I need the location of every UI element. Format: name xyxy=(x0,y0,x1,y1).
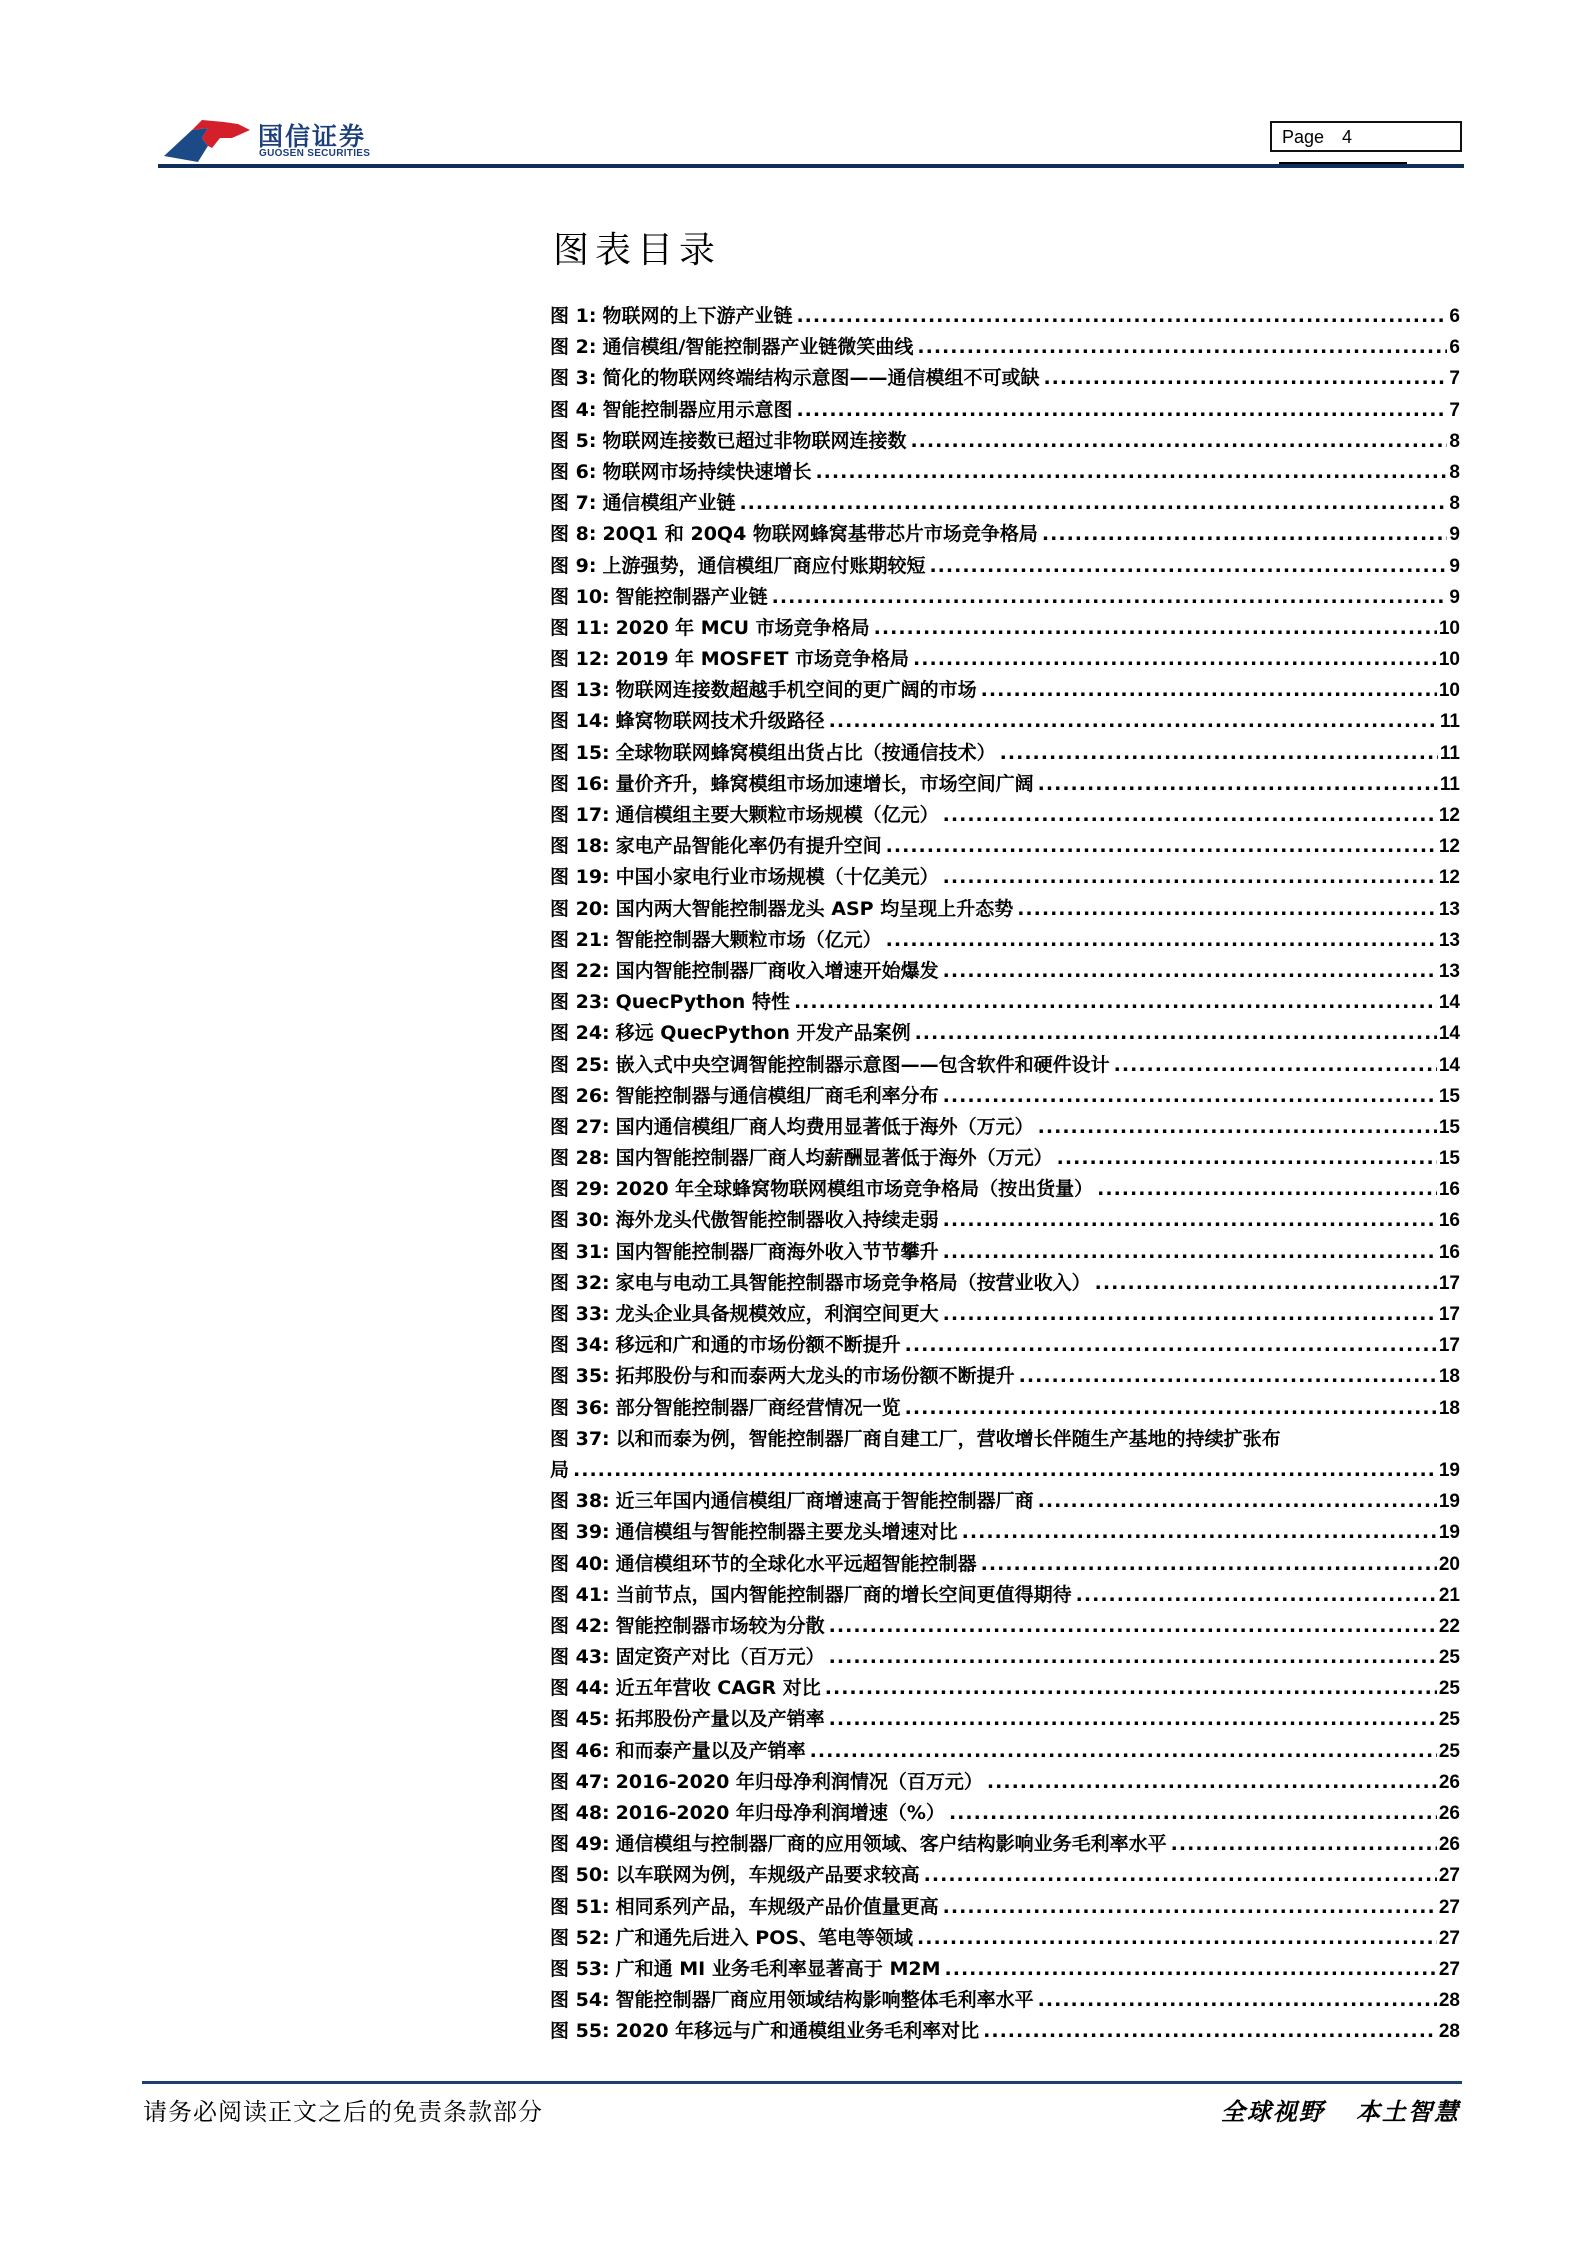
toc-entry-label: 图 27: xyxy=(550,1115,610,1138)
toc-entry[interactable] xyxy=(550,1486,1460,1517)
toc-dot-leader xyxy=(981,675,1437,706)
toc-entry-page: 27 xyxy=(1438,1896,1460,1918)
toc-entry-title: 国内智能控制器厂商人均薪酬显著低于海外（万元） xyxy=(615,1147,1053,1170)
toc-entry-title: 物联网连接数超越手机空间的更广阔的市场 xyxy=(615,679,977,702)
toc-entry[interactable] xyxy=(550,1424,1460,1486)
toc-entry-page: 18 xyxy=(1438,1366,1460,1388)
toc-entry-title: 2020 年移远与广和通模组业务毛利率对比 xyxy=(615,2020,980,2043)
toc-entry[interactable] xyxy=(550,987,1460,1018)
toc-entry-page: 21 xyxy=(1438,1584,1460,1606)
toc-entry-title: 通信模组与智能控制器主要龙头增速对比 xyxy=(615,1521,958,1544)
toc-entry[interactable] xyxy=(550,457,1460,488)
toc-entry-page: 25 xyxy=(1438,1740,1460,1762)
toc-entry-page: 8 xyxy=(1449,430,1460,452)
toc-entry-title: 量价齐升，蜂窝模组市场加速增长，市场空间广阔 xyxy=(615,772,1034,795)
toc-dot-leader xyxy=(739,488,1447,519)
toc-entry-label: 图 18: xyxy=(550,835,610,858)
toc-entry-title: 智能控制器市场较为分散 xyxy=(615,1614,825,1637)
toc-dot-leader xyxy=(886,925,1437,956)
toc-entry-title: 国内通信模组厂商人均费用显著低于海外（万元） xyxy=(615,1115,1034,1138)
toc-entry-page: 7 xyxy=(1449,368,1460,390)
toc-entry-label: 图 51: xyxy=(550,1895,610,1918)
toc-entry-title: 国内智能控制器厂商海外收入节节攀升 xyxy=(615,1240,939,1263)
toc-entry-title: 简化的物联网终端结构示意图——通信模组不可或缺 xyxy=(602,367,1040,390)
toc-dot-leader xyxy=(1038,1112,1437,1143)
toc-entry-label: 图 53: xyxy=(550,1957,610,1980)
footer-slogan: 全球视野 本土智慧 xyxy=(1220,2097,1460,2126)
toc-entry-title: 通信模组/智能控制器产业链微笑曲线 xyxy=(602,336,914,359)
toc-entry-label: 图 36: xyxy=(550,1396,610,1419)
toc-entry-label: 图 2: xyxy=(550,336,597,359)
toc-dot-leader xyxy=(829,1611,1437,1642)
toc-entry-label: 图 39: xyxy=(550,1521,610,1544)
toc-entry[interactable] xyxy=(550,1299,1460,1330)
toc-entry-label: 图 37: xyxy=(550,1427,610,1450)
toc-entry[interactable] xyxy=(550,1642,1460,1673)
toc-entry-title: 固定资产对比（百万元） xyxy=(615,1646,825,1669)
toc-entry-title: 当前节点，国内智能控制器厂商的增长空间更值得期待 xyxy=(615,1583,1072,1606)
toc-entry-label: 图 29: xyxy=(550,1178,610,1201)
toc-entry[interactable] xyxy=(550,551,1460,582)
toc-entry-label: 图 52: xyxy=(550,1926,610,1949)
toc-entry-title: 全球物联网蜂窝模组出货占比（按通信技术） xyxy=(615,741,996,764)
toc-dot-leader xyxy=(987,1767,1437,1798)
toc-dot-leader xyxy=(910,426,1447,457)
toc-entry[interactable] xyxy=(550,956,1460,987)
toc-entry-title: 2016-2020 年归母净利润增速（%） xyxy=(615,1802,945,1824)
toc-entry-page: 27 xyxy=(1438,1865,1460,1887)
toc-entry-label: 图 7: xyxy=(550,492,597,515)
toc-dot-leader xyxy=(1043,363,1447,394)
toc-entry[interactable] xyxy=(550,395,1460,426)
toc-dot-leader xyxy=(1019,1361,1437,1392)
toc-dot-leader xyxy=(825,1673,1437,1704)
toc-dot-leader xyxy=(1038,1985,1437,2016)
toc-entry-label: 图 49: xyxy=(550,1833,610,1856)
toc-dot-leader xyxy=(1017,894,1437,925)
toc-entry[interactable] xyxy=(550,1829,1460,1860)
toc-dot-leader xyxy=(772,582,1448,613)
toc-entry-label: 图 12: xyxy=(550,648,610,671)
footer-divider xyxy=(142,2081,1462,2084)
toc-entry-label: 图 22: xyxy=(550,959,610,982)
toc-dot-leader xyxy=(949,1798,1437,1829)
toc-entry-label: 图 50: xyxy=(550,1864,610,1887)
toc-entry-page: 14 xyxy=(1438,1054,1460,1076)
toc-entry-page: 26 xyxy=(1438,1771,1460,1793)
toc-entry-label: 图 47: xyxy=(550,1770,610,1793)
toc-dot-leader xyxy=(1038,1486,1437,1517)
toc-entry-title: 拓邦股份产量以及产销率 xyxy=(615,1708,825,1731)
toc-entry-page: 27 xyxy=(1438,1958,1460,1980)
toc-entry[interactable] xyxy=(550,1736,1460,1767)
toc-entry-page: 10 xyxy=(1438,617,1460,639)
toc-entry-page: 15 xyxy=(1438,1116,1460,1138)
toc-entry[interactable] xyxy=(550,1798,1460,1829)
toc-entry-label: 图 6: xyxy=(550,460,597,483)
guosen-logo-mark-icon xyxy=(162,116,254,164)
toc-entry-title: 海外龙头代傲智能控制器收入持续走弱 xyxy=(615,1209,939,1232)
toc-entry-title: 近五年营收 CAGR 对比 xyxy=(615,1677,821,1700)
toc-entry-title: 家电产品智能化率仍有提升空间 xyxy=(615,835,882,858)
toc-entry[interactable] xyxy=(550,1268,1460,1299)
toc-entry-title: 拓邦股份与和而泰两大龙头的市场份额不断提升 xyxy=(615,1365,1015,1388)
toc-entry[interactable] xyxy=(550,675,1460,706)
toc-entry-title: 近三年国内通信模组厂商增速高于智能控制器厂商 xyxy=(615,1490,1034,1513)
toc-dot-leader xyxy=(983,2016,1437,2047)
toc-dot-leader xyxy=(905,1330,1437,1361)
toc-entry-page: 8 xyxy=(1449,461,1460,483)
page-number-box xyxy=(1270,121,1462,152)
page-number: 4 xyxy=(1342,127,1353,147)
toc-entry-page: 19 xyxy=(1438,1522,1460,1544)
toc-entry-label: 图 5: xyxy=(550,429,597,452)
toc-dot-leader xyxy=(796,395,1447,426)
toc-dot-leader xyxy=(1057,1143,1437,1174)
toc-dot-leader xyxy=(943,1892,1437,1923)
toc-entry-title: 移远 QuecPython 开发产品案例 xyxy=(615,1022,911,1045)
toc-entry-title: 蜂窝物联网技术升级路径 xyxy=(615,710,825,733)
toc-entry-title: 通信模组环节的全球化水平远超智能控制器 xyxy=(615,1552,977,1575)
toc-entry-title: 通信模组主要大颗粒市场规模（亿元） xyxy=(615,804,939,826)
toc-entry-page: 17 xyxy=(1438,1272,1460,1294)
toc-dot-leader xyxy=(815,457,1447,488)
toc-dot-leader xyxy=(917,1923,1437,1954)
toc-entry-page: 27 xyxy=(1438,1927,1460,1949)
toc-entry-label: 图 28: xyxy=(550,1147,610,1170)
toc-entry-page: 14 xyxy=(1438,1023,1460,1045)
toc-entry-page: 11 xyxy=(1439,742,1460,764)
toc-entry[interactable] xyxy=(550,426,1460,457)
toc-entry-title: 智能控制器应用示意图 xyxy=(602,398,793,421)
toc-entry-label: 图 14: xyxy=(550,710,610,733)
toc-entry-title: QuecPython 特性 xyxy=(615,991,790,1014)
toc-entry-label: 图 48: xyxy=(550,1802,610,1824)
toc-entry-page: 12 xyxy=(1438,805,1460,826)
toc-entry-page: 11 xyxy=(1439,773,1460,795)
toc-entry-label: 图 17: xyxy=(550,804,610,826)
toc-entry-label: 图 35: xyxy=(550,1365,610,1388)
toc-entry-title: 以车联网为例，车规级产品要求较高 xyxy=(615,1864,920,1887)
toc-entry-label: 图 46: xyxy=(550,1739,610,1762)
toc-entry-label: 图 38: xyxy=(550,1490,610,1513)
toc-entry-label: 图 55: xyxy=(550,2020,610,2043)
toc-entry-page: 7 xyxy=(1449,399,1460,421)
toc-dot-leader xyxy=(943,800,1437,831)
toc-entry[interactable] xyxy=(550,1549,1460,1580)
table-of-figures xyxy=(550,301,1460,2048)
toc-entry-page: 17 xyxy=(1438,1335,1460,1357)
page-title: 图表目录 xyxy=(553,230,722,272)
toc-dot-leader xyxy=(943,1299,1437,1330)
toc-entry-title: 和而泰产量以及产销率 xyxy=(615,1739,806,1762)
toc-entry-label: 图 9: xyxy=(550,554,597,577)
footer-disclaimer: 请务必阅读正文之后的免责条款部分 xyxy=(143,2098,543,2126)
toc-entry[interactable] xyxy=(550,1517,1460,1548)
toc-entry[interactable] xyxy=(550,1985,1460,2016)
toc-dot-leader xyxy=(573,1455,1437,1486)
toc-entry-page: 9 xyxy=(1449,555,1460,577)
toc-entry[interactable] xyxy=(550,1237,1460,1268)
toc-entry-label: 图 1: xyxy=(550,305,597,327)
toc-dot-leader xyxy=(1038,769,1438,800)
toc-entry-page: 16 xyxy=(1438,1210,1460,1232)
toc-entry-page: 10 xyxy=(1438,649,1460,671)
toc-entry[interactable] xyxy=(550,1767,1460,1798)
toc-entry-label: 图 32: xyxy=(550,1271,610,1294)
toc-entry-label: 图 42: xyxy=(550,1614,610,1637)
toc-entry-page: 13 xyxy=(1438,960,1460,982)
toc-entry[interactable] xyxy=(550,332,1460,363)
toc-entry-label: 图 33: xyxy=(550,1303,610,1325)
toc-entry[interactable] xyxy=(550,1704,1460,1735)
toc-entry-label: 图 21: xyxy=(550,928,610,951)
toc-entry-title: 2019 年 MOSFET 市场竞争格局 xyxy=(615,648,910,671)
toc-entry-title: 广和通 MI 业务毛利率显著高于 M2M xyxy=(615,1957,941,1980)
toc-entry-title: 物联网的上下游产业链 xyxy=(602,305,793,327)
toc-entry-label: 图 30: xyxy=(550,1209,610,1232)
toc-dot-leader xyxy=(886,831,1437,862)
toc-entry[interactable] xyxy=(550,1143,1460,1174)
toc-entry-label: 图 45: xyxy=(550,1708,610,1731)
toc-entry-title: 智能控制器大颗粒市场（亿元） xyxy=(615,928,882,951)
toc-dot-leader xyxy=(1114,1050,1437,1081)
toc-entry[interactable] xyxy=(550,769,1460,800)
toc-entry-title: 2020 年全球蜂窝物联网模组市场竞争格局（按出货量） xyxy=(615,1178,1094,1201)
toc-entry-page: 13 xyxy=(1438,898,1460,920)
toc-dot-leader xyxy=(829,1704,1437,1735)
toc-entry-title: 2020 年 MCU 市场竞争格局 xyxy=(615,616,870,639)
toc-entry-page: 19 xyxy=(1438,1491,1460,1513)
toc-dot-leader xyxy=(924,1860,1437,1891)
toc-entry-label: 图 31: xyxy=(550,1240,610,1263)
toc-entry-title: 国内两大智能控制器龙头 ASP 均呈现上升态势 xyxy=(615,897,1014,920)
toc-dot-leader xyxy=(874,613,1437,644)
toc-entry[interactable] xyxy=(550,1673,1460,1704)
toc-entry-title-continued: 局 xyxy=(550,1458,570,1481)
toc-dot-leader xyxy=(1095,1268,1437,1299)
toc-entry[interactable] xyxy=(550,894,1460,925)
toc-dot-leader xyxy=(943,1081,1437,1112)
guosen-logo xyxy=(162,116,392,164)
toc-dot-leader xyxy=(1076,1580,1437,1611)
toc-entry-label: 图 24: xyxy=(550,1022,610,1045)
logo-text-en: GUOSEN SECURITIES xyxy=(259,148,371,159)
toc-entry-title: 通信模组与控制器厂商的应用领域、客户结构影响业务毛利率水平 xyxy=(615,1833,1167,1856)
page-label: Page xyxy=(1282,127,1325,147)
toc-entry[interactable] xyxy=(550,738,1460,769)
toc-entry[interactable] xyxy=(550,1205,1460,1236)
toc-entry-label: 图 25: xyxy=(550,1053,610,1076)
toc-entry-title: 龙头企业具备规模效应，利润空间更大 xyxy=(615,1303,939,1325)
toc-entry-label: 图 13: xyxy=(550,679,610,702)
toc-entry-page: 12 xyxy=(1438,867,1460,889)
toc-entry-page: 25 xyxy=(1438,1647,1460,1669)
toc-entry-label: 图 11: xyxy=(550,616,610,639)
toc-entry-title: 国内智能控制器厂商收入增速开始爆发 xyxy=(615,959,939,982)
toc-entry-page: 28 xyxy=(1438,1990,1460,2012)
toc-dot-leader xyxy=(943,956,1437,987)
toc-entry-page: 14 xyxy=(1438,992,1460,1014)
toc-entry[interactable] xyxy=(550,519,1460,550)
toc-entry[interactable] xyxy=(550,1112,1460,1143)
toc-entry-page: 6 xyxy=(1449,337,1460,359)
toc-entry[interactable] xyxy=(550,1892,1460,1923)
toc-dot-leader xyxy=(1000,738,1438,769)
page-header xyxy=(0,0,1586,180)
toc-entry[interactable] xyxy=(550,1611,1460,1642)
toc-entry-page: 16 xyxy=(1438,1241,1460,1263)
toc-dot-leader xyxy=(929,551,1447,582)
toc-entry-page: 22 xyxy=(1438,1615,1460,1637)
toc-entry-title: 智能控制器与通信模组厂商毛利率分布 xyxy=(615,1084,939,1107)
toc-entry[interactable] xyxy=(550,1050,1460,1081)
toc-dot-leader xyxy=(913,644,1437,675)
toc-entry[interactable] xyxy=(550,488,1460,519)
toc-entry-title: 2016-2020 年归母净利润情况（百万元） xyxy=(615,1770,983,1793)
toc-entry-title: 物联网市场持续快速增长 xyxy=(602,460,812,483)
toc-entry-label: 图 44: xyxy=(550,1677,610,1700)
toc-entry-page: 6 xyxy=(1449,306,1460,327)
toc-entry-page: 26 xyxy=(1438,1834,1460,1856)
toc-entry-page: 17 xyxy=(1438,1304,1460,1325)
toc-entry[interactable] xyxy=(550,800,1460,831)
toc-entry[interactable] xyxy=(550,1923,1460,1954)
toc-entry[interactable] xyxy=(550,1081,1460,1112)
toc-entry[interactable] xyxy=(550,706,1460,737)
toc-dot-leader xyxy=(829,706,1438,737)
toc-entry-label: 图 34: xyxy=(550,1334,610,1357)
toc-entry[interactable] xyxy=(550,1330,1460,1361)
toc-entry[interactable] xyxy=(550,363,1460,394)
toc-entry[interactable] xyxy=(550,1018,1460,1049)
toc-entry-page: 12 xyxy=(1438,836,1460,858)
toc-entry-label: 图 26: xyxy=(550,1084,610,1107)
toc-dot-leader xyxy=(943,1237,1437,1268)
toc-entry-page: 20 xyxy=(1438,1553,1460,1575)
toc-entry-label: 图 41: xyxy=(550,1583,610,1606)
toc-entry[interactable] xyxy=(550,1580,1460,1611)
logo-text-cn: 国信证券 xyxy=(258,122,367,151)
toc-dot-leader xyxy=(1171,1829,1437,1860)
toc-entry[interactable] xyxy=(550,613,1460,644)
toc-entry-title: 智能控制器产业链 xyxy=(615,585,768,608)
toc-entry-page: 13 xyxy=(1438,929,1460,951)
toc-entry[interactable] xyxy=(550,1954,1460,1985)
toc-entry[interactable] xyxy=(550,862,1460,893)
toc-dot-leader xyxy=(905,1393,1437,1424)
toc-entry-page: 15 xyxy=(1438,1085,1460,1107)
toc-entry-page: 18 xyxy=(1438,1397,1460,1419)
toc-dot-leader xyxy=(943,862,1437,893)
toc-entry-title: 通信模组产业链 xyxy=(602,492,736,515)
toc-entry[interactable] xyxy=(550,1174,1460,1205)
toc-entry-title: 移远和广和通的市场份额不断提升 xyxy=(615,1334,901,1357)
toc-entry[interactable] xyxy=(550,1393,1460,1424)
toc-entry-label: 图 8: xyxy=(550,523,597,546)
toc-entry-title: 20Q1 和 20Q4 物联网蜂窝基带芯片市场竞争格局 xyxy=(602,523,1038,546)
toc-entry-label: 图 15: xyxy=(550,741,610,764)
toc-entry-page: 26 xyxy=(1438,1803,1460,1824)
toc-entry-label: 图 40: xyxy=(550,1552,610,1575)
toc-entry[interactable] xyxy=(550,2016,1460,2047)
toc-entry[interactable] xyxy=(550,301,1460,332)
toc-dot-leader xyxy=(1097,1174,1437,1205)
toc-entry-page: 15 xyxy=(1438,1148,1460,1170)
toc-entry-title: 智能控制器厂商应用领域结构影响整体毛利率水平 xyxy=(615,1989,1034,2012)
toc-entry-label: 图 20: xyxy=(550,897,610,920)
toc-entry[interactable] xyxy=(550,644,1460,675)
toc-dot-leader xyxy=(829,1642,1437,1673)
toc-entry-title: 部分智能控制器厂商经营情况一览 xyxy=(615,1396,901,1419)
toc-entry-title: 中国小家电行业市场规模（十亿美元） xyxy=(615,866,939,889)
toc-dot-leader xyxy=(981,1549,1437,1580)
toc-entry-page: 25 xyxy=(1438,1709,1460,1731)
toc-entry-title: 物联网连接数已超过非物联网连接数 xyxy=(602,429,907,452)
toc-entry-page: 19 xyxy=(1438,1459,1460,1481)
toc-entry-title: 上游强势，通信模组厂商应付账期较短 xyxy=(602,554,926,577)
toc-entry-page: 10 xyxy=(1438,680,1460,702)
toc-entry-title: 家电与电动工具智能控制器市场竞争格局（按营业收入） xyxy=(615,1271,1091,1294)
toc-entry-title: 以和而泰为例，智能控制器厂商自建工厂，营收增长伴随生产基地的持续扩张布 xyxy=(615,1427,1281,1450)
toc-entry-label: 图 4: xyxy=(550,398,597,421)
toc-entry-label: 图 54: xyxy=(550,1989,610,2012)
toc-entry-page: 28 xyxy=(1438,2021,1460,2043)
toc-entry-label: 图 19: xyxy=(550,866,610,889)
toc-dot-leader xyxy=(810,1736,1437,1767)
toc-dot-leader xyxy=(1042,519,1448,550)
toc-entry-label: 图 10: xyxy=(550,585,610,608)
toc-entry[interactable] xyxy=(550,582,1460,613)
toc-entry-label: 图 3: xyxy=(550,367,597,390)
toc-entry[interactable] xyxy=(550,1860,1460,1891)
toc-entry-page: 9 xyxy=(1449,586,1460,608)
toc-entry-page: 11 xyxy=(1439,711,1460,733)
toc-dot-leader xyxy=(962,1517,1437,1548)
toc-entry-label: 图 23: xyxy=(550,991,610,1014)
toc-entry-label: 图 43: xyxy=(550,1646,610,1669)
toc-entry-page: 16 xyxy=(1438,1179,1460,1201)
toc-entry[interactable] xyxy=(550,925,1460,956)
toc-dot-leader xyxy=(943,1205,1437,1236)
toc-entry-page: 8 xyxy=(1449,493,1460,515)
toc-dot-leader xyxy=(796,301,1447,332)
toc-dot-leader xyxy=(915,1018,1437,1049)
toc-entry[interactable] xyxy=(550,831,1460,862)
toc-entry-page: 9 xyxy=(1449,524,1460,546)
toc-dot-leader xyxy=(917,332,1447,363)
toc-entry-title: 广和通先后进入 POS、笔电等领域 xyxy=(615,1926,914,1949)
toc-entry-title: 嵌入式中央空调智能控制器示意图——包含软件和硬件设计 xyxy=(615,1053,1110,1076)
toc-entry-page: 25 xyxy=(1438,1678,1460,1700)
toc-dot-leader xyxy=(945,1954,1437,1985)
toc-entry-label: 图 16: xyxy=(550,772,610,795)
toc-entry[interactable] xyxy=(550,1361,1460,1392)
toc-dot-leader xyxy=(794,987,1437,1018)
header-divider xyxy=(158,164,1464,168)
toc-entry-title: 相同系列产品，车规级产品价值量更高 xyxy=(615,1895,939,1918)
